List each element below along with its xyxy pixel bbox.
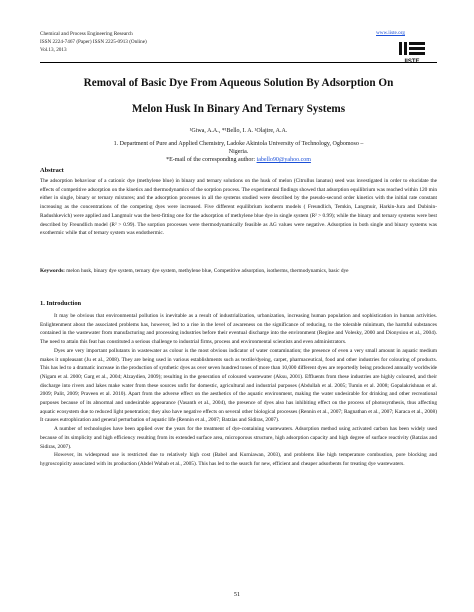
intro-paragraph-3: A number of technologies have been applied over the years for the treatment of dye-containing wastewaters. Adsorption method using activated carbon has been widely used because of its simplicity and high efficiency resulting from its extended surface area, microporous structure, high adsorption capacity and high degree of surface reactivity (Batzias and Sidiras, 2007).	[40, 426, 437, 450]
affiliation-line-1: 1. Department of Pure and Applied Chemistry, Ladoke Akintola University of Technology, Ogbomoso –	[113, 141, 364, 147]
journal-issn: ISSN 2224-7467 (Paper) ISSN 2225-0913 (Online)	[40, 39, 147, 45]
keywords-label: Keywords:	[40, 268, 65, 274]
corresponding-author	[58, 156, 419, 164]
introduction-body	[40, 312, 437, 469]
abstract-text: The adsorption behaviour of a cationic dye (methylene blue) in binary and ternary solutions on the husk of melon (Citrullus lanatus) seed was investigated in order to elucidate the effects of competitive adsorption on the kinetics and thermodynamics of the sorption process. The experimental findings showed that adsorption equilibrium was reached within 120 min either in single, binary or ternary mixtures; and the adsorption processes in all the systems studied were described by the pseudo-second order kinetics with the initial rate constant increasing as the concentrations of the competing dyes were increased. Five different equilibrium isotherm models ( Freundlich, Temkin, Langmuir, Harkin-Jura and Dubinin-Radushkevich) were applied and Langmuir was the best-fitting one for the adsorption of methylene blue dye in single system (R² > 0.99); while the binary and ternary systems were best described by Freundlich model (R² > 0.99). The sorption processes were thermodynamically feasible as ΔG values were negative. Adsorption in both single and binary systems was exothermic while that of ternary system was endothermic.	[40, 178, 437, 237]
keywords-text: melon husk, binary dye system, ternary dye system, methylene blue, Competitive adsorption, isotherms, thermodynamics, basic dye	[64, 268, 349, 274]
intro-paragraph-2: Dyes are very important pollutants in wastewater as colour is the most obvious indicator of water contamination; the presence of even a very small amount in aquatic medium makes it unpleasant (Ju et al., 2008). They are being used in various establishments such as textile/dyeing, carpet, pharmaceutical, food and other industries for colouring of products. This has led to a dramatic increase in the production of synthetic dyes as over seven hundred tones of more than 10,000 different dyes are reportedly being produced annually worldwide (Nigam et al. 2000; Garg et al., 2004; Alzaydien, 2009); resulting in the generation of coloured wastewater (Aksu, 2001). Effluents from these industries are highly coloured, and their discharge into rivers and lakes make water from these sources unfit for domestic, agricultural and industrial purposes (Abdullah et al. 2005; Tumin et al. 2008; Gopalakrishnan et al. 2009; Palit, 2009; Praveen et al. 2010). Apart from the adverse effect on the aesthetics of the aquatic environment, making the water undesirable for drinking and other recreational purposes because of its abnormal and undesirable appearance (Vasanth et al., 2004), the presence of dyes also has inhibiting effect on the process of photosynthesis, thus affecting aquatic ecosystem due to reduced light penetration; they also have negative effects on several other biological processes (Rennin et al., 2007; Ragnathan et al., 2007; Karaca et al., 2008) It causes eutrophication and general perturbation of aquatic life (Rennin et al., 2007; Batzias and Sidiras, 2007).	[40, 347, 437, 424]
abstract-body	[40, 177, 437, 238]
title-line-1: Removal of Basic Dye From Aqueous Solution By Adsorption On	[83, 77, 394, 89]
journal-volume: Vol.13, 2013	[40, 47, 67, 53]
journal-url-link[interactable]: www.iiste.org	[376, 30, 405, 36]
affiliation	[58, 140, 419, 164]
authors: ¹Giwa, A.A., *¹Bello, I. A. ¹Olajire, A.A.	[189, 128, 288, 134]
abstract-heading: Abstract	[40, 167, 64, 174]
journal-name: Chemical and Process Engineering Research	[40, 31, 133, 37]
corresponding-email-link[interactable]: iabello90@yahoo.com	[256, 157, 311, 163]
intro-paragraph-4: However, its widespread use is restricted due to relatively high cost (Babel and Kurniawan, 2003), and problems like high temperature combustion, pore blocking and hygroscopicity associated with its production (Abdel Wahab et al., 2005). This has led to the search for new, efficient and cheaper adsorbents for treating dye wastewaters.	[40, 452, 437, 467]
affiliation-line-2: Nigeria.	[228, 149, 249, 155]
intro-paragraph-1: It may be obvious that environmental pollution is inevitable as a result of industrialization, urbanization, increasing human population and sophistication in human activities. Enlightenment about the associated problems has, however, led to a rise in the level of awareness on the significance of reducing, to the tolerable minimum, the harmful substances contained in the wastewater from manufacturing and processing industries before their eventual discharge into the environment (Regine and Volesky, 2000 and Dionysiou et al., 2004). The need to attain this feat has constituted a serious challenge to industrial firms, process and environmental scientists and even administrators.	[40, 313, 437, 346]
introduction-heading: 1. Introduction	[40, 300, 82, 307]
header-divider	[40, 62, 437, 63]
paper-title	[40, 70, 437, 122]
page-number: 51	[233, 591, 241, 598]
corresponding-prefix: *E-mail of the corresponding author:	[166, 157, 257, 163]
keywords	[40, 267, 437, 276]
title-line-2: Melon Husk In Binary And Ternary Systems	[131, 103, 346, 115]
